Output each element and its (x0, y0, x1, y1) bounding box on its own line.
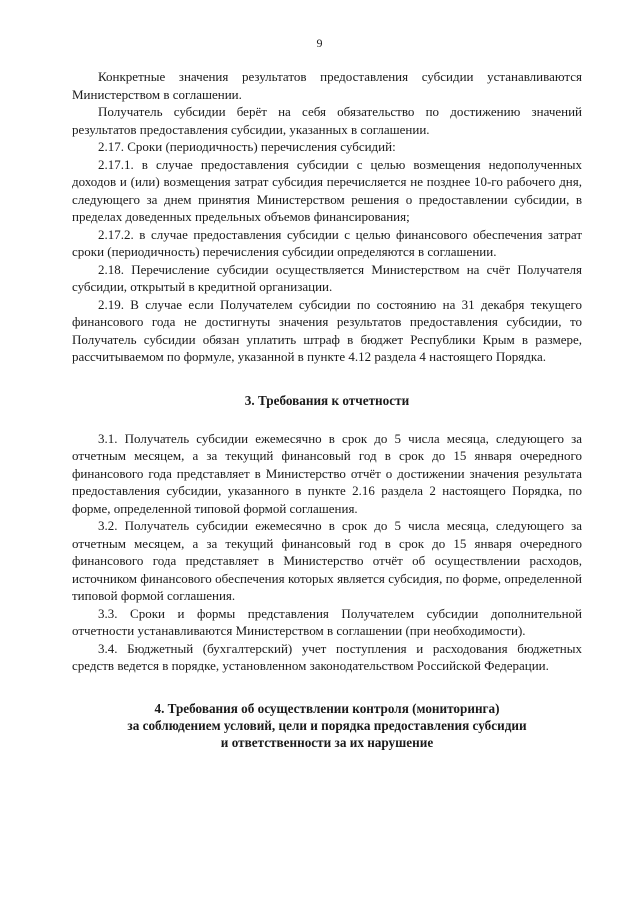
section-4-heading (72, 700, 582, 751)
section-4-heading-line: и ответственности за их нарушение (220, 734, 434, 750)
section-4-heading-line: за соблюдением условий, цели и порядка предоставления субсидии (127, 717, 527, 733)
paragraph-3-3: 3.3. Сроки и формы представления Получателем субсидии дополнительной отчетности устанавливаются Министерством в соглашении (при необходимости). (72, 605, 582, 638)
paragraph-results-values: Конкретные значения результатов предоставления субсидии устанавливаются Министерством в соглашении. (72, 69, 582, 102)
paragraph-3-2: 3.2. Получатель субсидии ежемесячно в срок до 5 числа месяца, следующего за отчетным месяцем, а за текущий финансовый год в срок до 15 января очередного финансового года представляет в Министерство отчёт об осуществлении расходов, источником финансового обеспечения которых является субсидия, по форме, определенной типовой формой соглашения. (72, 518, 582, 603)
paragraph-3-1: 3.1. Получатель субсидии ежемесячно в срок до 5 числа месяца, следующего за отчетным месяцем, а за текущий финансовый год в срок до 15 января очередного финансового года представляет в Министерство отчёт о достижении значения результата предоставления субсидии, указанного в пункте 2.16 раздела 2 настоящего Порядка, по форме, определенной типовой формой соглашения. (72, 430, 582, 516)
page-content (72, 68, 582, 751)
paragraph-recipient-obligation: Получатель субсидии берёт на себя обязательство по достижению значений результатов предоставления субсидии, указанных в соглашении. (72, 104, 582, 137)
paragraph-2-19: 2.19. В случае если Получателем субсидии по состоянию на 31 декабря текущего финансового года не достигнуты значения результатов предоставления субсидии, то Получатель субсидии обязан уплатить штраф в бюджет Республики Крым в размере, рассчитываемом по формуле, указанной в пункте 4.12 раздела 4 настоящего Порядка. (72, 296, 582, 364)
section-3-heading: 3. Требования к отчетности (244, 392, 410, 408)
paragraph-2-17: 2.17. Сроки (периодичность) перечисления субсидий: (98, 139, 396, 154)
section-4-heading-line: 4. Требования об осуществлении контроля (мониторинга) (154, 700, 500, 716)
paragraph-2-17-2: 2.17.2. в случае предоставления субсидии с целью финансового обеспечения затрат сроки (периодичность) перечисления субсидии определяются в соглашении. (72, 226, 582, 259)
paragraph-2-18: 2.18. Перечисление субсидии осуществляется Министерством на счёт Получателя субсидии, открытый в кредитной организации. (72, 261, 582, 294)
paragraph-3-4: 3.4. Бюджетный (бухгалтерский) учет поступления и расходования бюджетных средств ведется в порядке, установленном законодательством Российской Федерации. (72, 640, 582, 673)
paragraph-2-17-1: 2.17.1. в случае предоставления субсидии с целью возмещения недополученных доходов и (или) возмещения затрат субсидия перечисляется не позднее 10-го рабочего дня, следующего за днем принятия Министерством решения о предоставлении субсидии, в пределах доведенных предельных объемов финансирования; (72, 156, 582, 224)
page-number: 9 (316, 36, 323, 50)
